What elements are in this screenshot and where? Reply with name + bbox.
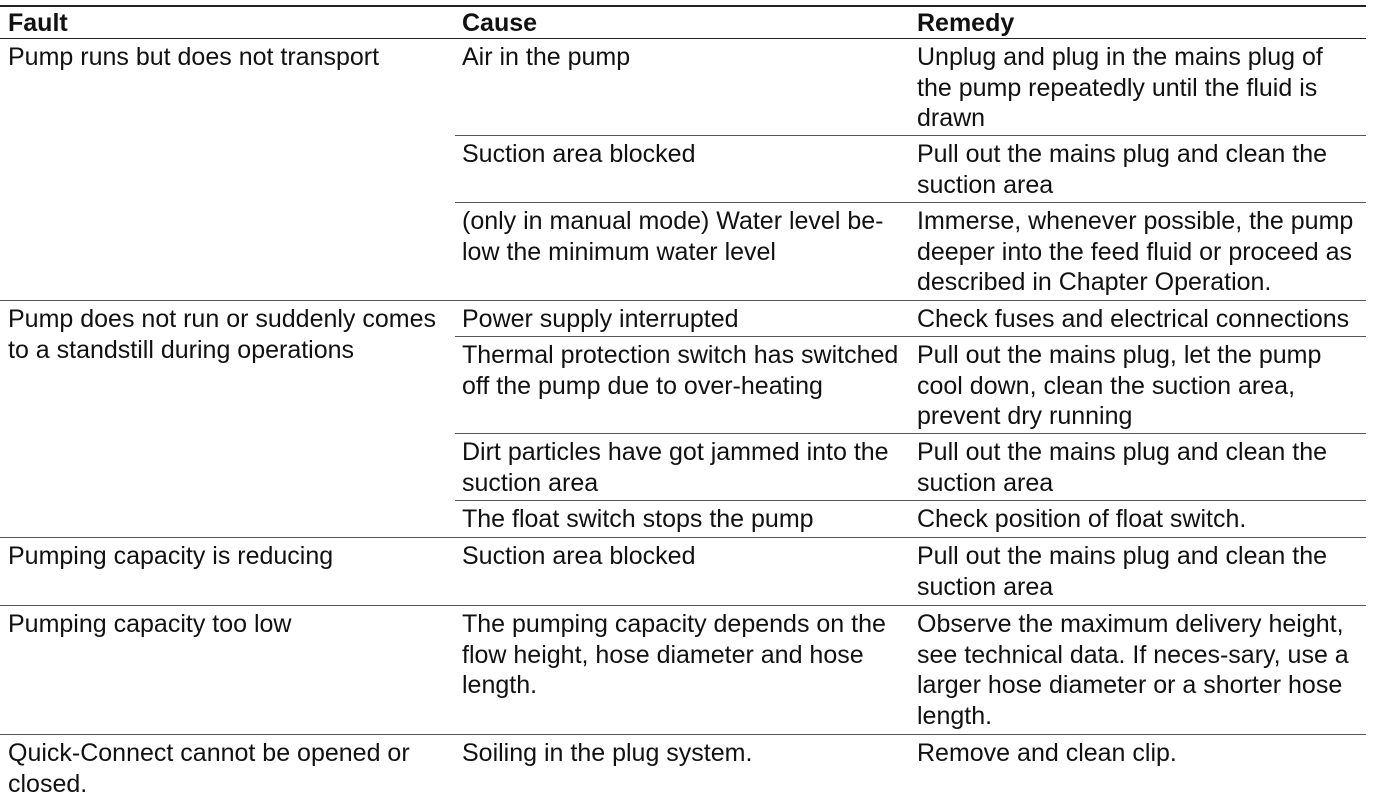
remedy-cell: Unplug and plug in the mains plug of the pump repeatedly until the fluid is drawn [917, 43, 1323, 132]
remedy-cell: Immerse, whenever possible, the pump deeper into the feed fluid or proceed as described in Chapter Operation. [917, 207, 1354, 296]
remedy-cell: Pull out the mains plug and clean the suction area [917, 438, 1327, 497]
troubleshooting-table [0, 5, 1366, 799]
remedy-cell: Pull out the mains plug and clean the suction area [917, 542, 1327, 601]
cause-cell: The pumping capacity depends on the flow height, hose diameter and hose length. [462, 610, 886, 699]
fault-cell: Pump runs but does not transport [8, 43, 380, 71]
remedy-cell: Check fuses and electrical connections [917, 305, 1350, 333]
fault-group [0, 735, 1366, 799]
fault-cell: Pumping capacity is reducing [8, 542, 334, 570]
header-remedy: Remedy [917, 9, 1015, 37]
remedy-cell: Remove and clean clip. [917, 739, 1177, 767]
remedy-cell: Observe the maximum delivery height, see technical data. If neces-sary, use a larger hose diameter or a shorter hose length. [917, 610, 1349, 730]
fault-cell: Quick-Connect cannot be opened or closed. [8, 739, 410, 798]
table-row [455, 136, 1366, 203]
cause-cell: The float switch stops the pump [462, 505, 814, 533]
fault-group [0, 301, 1366, 538]
table-row [455, 735, 1366, 795]
fault-cell: Pump does not run or suddenly comes to a standstill during operations [8, 305, 437, 364]
table-header [0, 5, 1366, 39]
fault-group [0, 606, 1366, 735]
table-row [455, 538, 1366, 605]
cause-cell: (only in manual mode) Water level be-low the minimum water level [462, 207, 884, 266]
remedy-cell: Check position of float switch. [917, 505, 1247, 533]
header-cause: Cause [462, 9, 538, 37]
table-row [455, 606, 1366, 734]
cause-cell: Dirt particles have got jammed into the suction area [462, 438, 889, 497]
header-fault: Fault [8, 9, 68, 37]
cause-cell: Soiling in the plug system. [462, 739, 753, 767]
fault-cell: Pumping capacity too low [8, 610, 292, 638]
cause-cell: Air in the pump [462, 43, 631, 71]
remedy-cell: Pull out the mains plug, let the pump cool down, clean the suction area, prevent dry running [917, 341, 1322, 430]
cause-cell: Suction area blocked [462, 140, 696, 168]
cause-cell: Power supply interrupted [462, 305, 739, 333]
table-row [455, 301, 1366, 337]
fault-group [0, 538, 1366, 606]
table-row [455, 203, 1366, 300]
table-row [455, 337, 1366, 434]
table-row [455, 434, 1366, 501]
cause-cell: Thermal protection switch has switched off the pump due to over-heating [462, 341, 899, 400]
table-row [455, 39, 1366, 136]
cause-cell: Suction area blocked [462, 542, 696, 570]
remedy-cell: Pull out the mains plug and clean the suction area [917, 140, 1327, 199]
table-row [455, 501, 1366, 537]
fault-group [0, 39, 1366, 301]
